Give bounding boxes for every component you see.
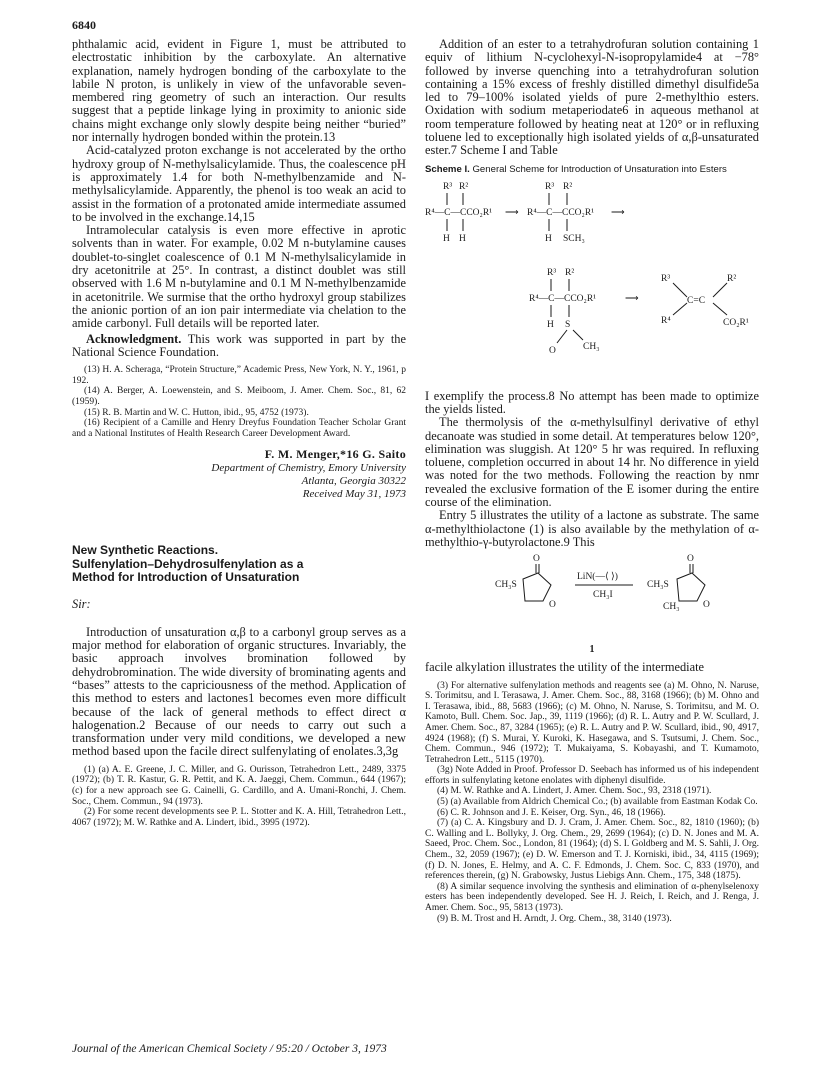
right-column [425, 38, 759, 924]
svg-text:CH₃S: CH₃S [495, 580, 517, 591]
svg-text:H: H [459, 233, 466, 244]
footnotes-bottom [72, 765, 406, 829]
svg-text:H: H [443, 233, 450, 244]
footnote: (14) A. Berger, A. Loewenstein, and S. Meiboom, J. Amer. Chem. Soc., 81, 62 (1959). [72, 386, 406, 407]
svg-text:R³: R³ [661, 273, 671, 284]
footnotes-right [425, 681, 759, 925]
paragraph-5: facile alkylation illustrates the utility of the intermediate [425, 660, 705, 675]
lactone-equation [425, 549, 759, 639]
footnote: (16) Recipient of a Camille and Henry Dreyfus Foundation Teacher Scholar Grant and a National Institutes of Health Research Career Development Award. [72, 418, 406, 439]
footnote: (9) B. M. Trost and H. Arndt, J. Org. Chem., 38, 3140 (1973). [437, 913, 672, 924]
footnote: (6) C. R. Johnson and J. E. Keiser, Org. Syn., 46, 18 (1966). [437, 807, 666, 818]
title-line: Method for Introduction of Unsaturation [72, 570, 300, 585]
svg-text:SCH₃: SCH₃ [563, 233, 585, 244]
svg-text:R³: R³ [545, 181, 555, 192]
svg-text:S: S [565, 319, 571, 330]
footnote: (8) A similar sequence involving the synthesis and elimination of α-phenylselenoxy esters has been independently developed. See H. J. Reich, I. Reich, and J. Renga, J. Amer. Chem. Soc., 95, 5813 (1973). [425, 881, 759, 913]
footnote: (3) For alternative sulfenylation methods and reagents see (a) M. Ohno, N. Naruse, S. Torimitsu, and I. Terasawa, J. Amer. Chem. Soc., 88, 3168 (1966); (b) M. Ohno and I. Terasawa, ibid., 88, 5683 (1966); (c) M. Ohno, N. Naruse, S. Torimitsu, and M. O. Kamoto, Bull. Chem. Soc. Jap., 39, 1119 (1966); (d) R. L. Autry and P. W. Scullard, J. Amer. Chem. Soc., 87, 3284 (1965); (e) R. L. Autry and P. W. Scullard, ibid., 90, 4917, 4924 (1968); (f) S. Murai, Y. Kuroki, K. Hasegawa, and S. Tsutsumi, J. Chem. Soc., Chem. Commun., 946 (1972); T. Mukaiyama, S. Kobayashi, and T. Kumamoto, Tetrahedron Lett., 5115 (1970). [425, 680, 759, 765]
footnote: (2) For some recent developments see P. L. Stotter and K. A. Hill, Tetrahedron Lett., 4067 (1972); M. W. Rathke and A. Lindert, ibid., 3995 (1972). [72, 807, 406, 828]
svg-text:CH₃S: CH₃S [647, 580, 669, 591]
acknowledgment-text: This work was supported in part by the National Science Foundation. [72, 331, 407, 359]
svg-text:R²: R² [459, 181, 469, 192]
paragraph-3: Intramolecular catalysis is even more effective in aprotic solvents than in water. For example, 0.02 M n-butylamine causes doublet-to-singlet coalescence of 0.1 M N-methylsalicylamide in dry acetonitrile at 25°. In contrast, a distinct doublet was still observed with 1.6 M n-butylamine and 0.1 M N-methylbenzamide in acetonitrile. We surmise that the ortho hydroxyl group stabilizes the anionic portion of an ion pair intermediate via chelation to the amide carbonyl. Full details will be reported later. [72, 223, 406, 331]
acknowledgment [72, 333, 406, 360]
svg-text:CH₃: CH₃ [663, 602, 680, 613]
compound-label: 1 [589, 644, 595, 656]
svg-text:R²: R² [727, 273, 737, 284]
svg-text:⟶: ⟶ [625, 293, 639, 304]
received-date: Received May 31, 1973 [302, 488, 406, 501]
affiliation-line: Atlanta, Georgia 30322 [301, 474, 406, 487]
scheme-diagram [425, 175, 759, 385]
paragraph-1: Addition of an ester to a tetrahydrofuran solution containing 1 equiv of lithium N-cyclohexyl-N-isopropylamide4 at −78° followed by inverse quenching into a tetrahydrofuran solution containing a 15% excess of freshly distilled dimethyl disulfide5a led to 79–100% isolated yields of pure 2-methylthio esters. Oxidation with sodium metaperiodate6 in aqueous methanol at room temperature followed by heating neat at 120° or in refluxing toluene led to exceptionally high isolated yields of α,β-unsaturated ester.7 Scheme I and Table [425, 37, 759, 158]
journal-footer: Journal of the American Chemical Society / 95:20 / October 3, 1973 [72, 1043, 387, 1055]
salutation: Sir: [72, 596, 91, 611]
footnote: (5) (a) Available from Aldrich Chemical Co.; (b) available from Eastman Kodak Co. [437, 797, 758, 808]
svg-text:R³: R³ [443, 181, 453, 192]
svg-text:⟶: ⟶ [611, 207, 625, 218]
paragraph-4: Entry 5 illustrates the utility of a lactone as substrate. The same α-methylthiolactone (1) is also available by the methylation of α-methylthio-γ-butyrolactone.9 This [425, 508, 759, 549]
footnote: (4) M. W. Rathke and A. Lindert, J. Amer. Chem. Soc., 93, 2318 (1971). [437, 786, 712, 797]
svg-text:H: H [545, 233, 552, 244]
svg-text:O: O [687, 554, 694, 565]
svg-text:R⁴—C—CCO₂R¹: R⁴—C—CCO₂R¹ [527, 207, 595, 218]
paragraph-2: Acid-catalyzed proton exchange is not accelerated by the ortho hydroxy group of N-methylsalicylamide. Thus, the coalescence pH is approximately 1.4 for both N-methylbenzamide and N-methylsalicylamide. Apparently, the phenol is too weak an acid to assist in the formation of a protonated amide intermediate assumed to be involved in the exchange.14,15 [72, 143, 406, 224]
svg-text:⟶: ⟶ [505, 207, 519, 218]
paragraph-3: The thermolysis of the α-methylsulfinyl derivative of ethyl decanoate was studied in some detail. At temperatures below 120°, elimination was sluggish. At 120° 5 hr was required. In refluxing toluene, completion occurred in about 14 hr. No difference in yield was noted for the two methods. Following the reaction by nmr revealed the exclusive formation of the E isomer during the entire course of the elimination. [425, 415, 759, 510]
svg-text:O: O [549, 345, 556, 356]
svg-text:LiN(—⟨ ⟩): LiN(—⟨ ⟩) [577, 572, 618, 583]
scheme-title: General Scheme for Introduction of Unsaturation into Esters [472, 163, 727, 175]
footnote: (13) H. A. Scheraga, “Protein Structure,” Academic Press, New York, N. Y., 1961, p 192. [72, 365, 406, 386]
footnote: (3g) Note Added in Proof. Professor D. Seebach has informed us of his independent efforts in sulfenylating ketone enolates with diphenyl disulfide. [425, 765, 759, 786]
footnote: (15) R. B. Martin and W. C. Hutton, ibid., 95, 4752 (1973). [84, 407, 309, 418]
svg-text:O: O [533, 554, 540, 565]
svg-text:R²: R² [565, 267, 575, 278]
footnotes-top [72, 365, 406, 439]
svg-text:R²: R² [563, 181, 573, 192]
svg-text:CO₂R¹: CO₂R¹ [723, 317, 749, 328]
svg-text:R⁴—C—CCO₂R¹: R⁴—C—CCO₂R¹ [425, 207, 493, 218]
svg-text:R⁴: R⁴ [661, 315, 671, 326]
paragraph-2: I exemplify the process.8 No attempt has been made to optimize the yields listed. [425, 388, 759, 416]
footnote: (7) (a) C. A. Kingsbury and D. J. Cram, J. Amer. Chem. Soc., 82, 1810 (1960); (b) C. Walling and L. Bollyky, J. Org. Chem., 29, 2699 (1964); (c) D. N. Jones and M. A. Saeed, Proc. Chem. Soc., London, 81 (1964); (d) S. I. Goldberg and M. S. Sahli, J. Org. Chem., 32, 2059 (1967); (e) D. W. Emerson and T. J. Korniski, ibid., 34, 4115 (1969); (f) D. N. Jones, E. Helmy, and A. C. F. Edmonds, J. Chem. Soc. C, 833 (1970), and references therein, (g) N. Grabowsky, Justus Liebigs Ann. Chem., 175, 348 (1875). [425, 818, 759, 882]
authors: F. M. Menger,*16 G. Saito [264, 447, 406, 462]
scheme-label: Scheme I. [425, 163, 470, 175]
article-title [72, 544, 406, 585]
svg-text:H: H [547, 319, 554, 330]
paragraph-1: phthalamic acid, evident in Figure 1, must be attributed to electrostatic inhibition by the carboxylate. An alternative explanation, namely hydrogen bonding of the carboxylate to the labile N proton, is unlikely in view of the unfavorable seven-membered ring geometry of such an interaction. Our results suggest that a peptide linkage lying in proximity to anionic side chains might exchange only slowly despite being neither “buried” nor internally hydrogen bonded within the protein.13 [72, 37, 406, 145]
scheme-caption [425, 164, 759, 175]
acknowledgment-label: Acknowledgment. [86, 331, 182, 346]
intro-paragraph: Introduction of unsaturation α,β to a carbonyl group serves as a major method for elaboration of organic structures. Invariably, the basic approach involves bromination followed by dehydrobromination. The wide diversity of brominating agents and “bases” attests to the capriciousness of the method. Application of this method to esters and lactones1 becomes even more difficult because of the lack of general methods to effect direct α halogenation.2 Because of our needs to carry out such a transformation under very mild conditions, we developed a new method based upon the facile direct sulfenylating of enolates.3,3g [72, 624, 406, 759]
svg-text:C=C: C=C [687, 295, 706, 306]
affiliation-line: Department of Chemistry, Emory University [211, 462, 406, 475]
footnote: (1) (a) A. E. Greene, J. C. Miller, and G. Ourisson, Tetrahedron Lett., 2489, 3375 (1972); (b) T. R. Kastur, G. R. Pettit, and K. A. Jaeggi, Chem. Commun., 644 (1967); (c) for a new approach see G. Cainelli, G. Cardillo, and A. Umani-Ronchi, J. Chem. Soc., Chem. Commun., 94 (1973). [72, 764, 406, 807]
svg-text:R⁴—C—CCO₂R¹: R⁴—C—CCO₂R¹ [529, 293, 597, 304]
left-column [72, 38, 406, 828]
svg-text:R³: R³ [547, 267, 557, 278]
title-line: Sulfenylation–Dehydrosulfenylation as a [72, 556, 304, 571]
page-number: 6840 [72, 18, 96, 32]
svg-text:O: O [703, 600, 710, 611]
svg-text:O: O [549, 600, 556, 611]
svg-text:CH₃I: CH₃I [593, 590, 613, 601]
title-line: New Synthetic Reactions. [72, 543, 219, 558]
svg-text:CH₃: CH₃ [583, 341, 600, 352]
